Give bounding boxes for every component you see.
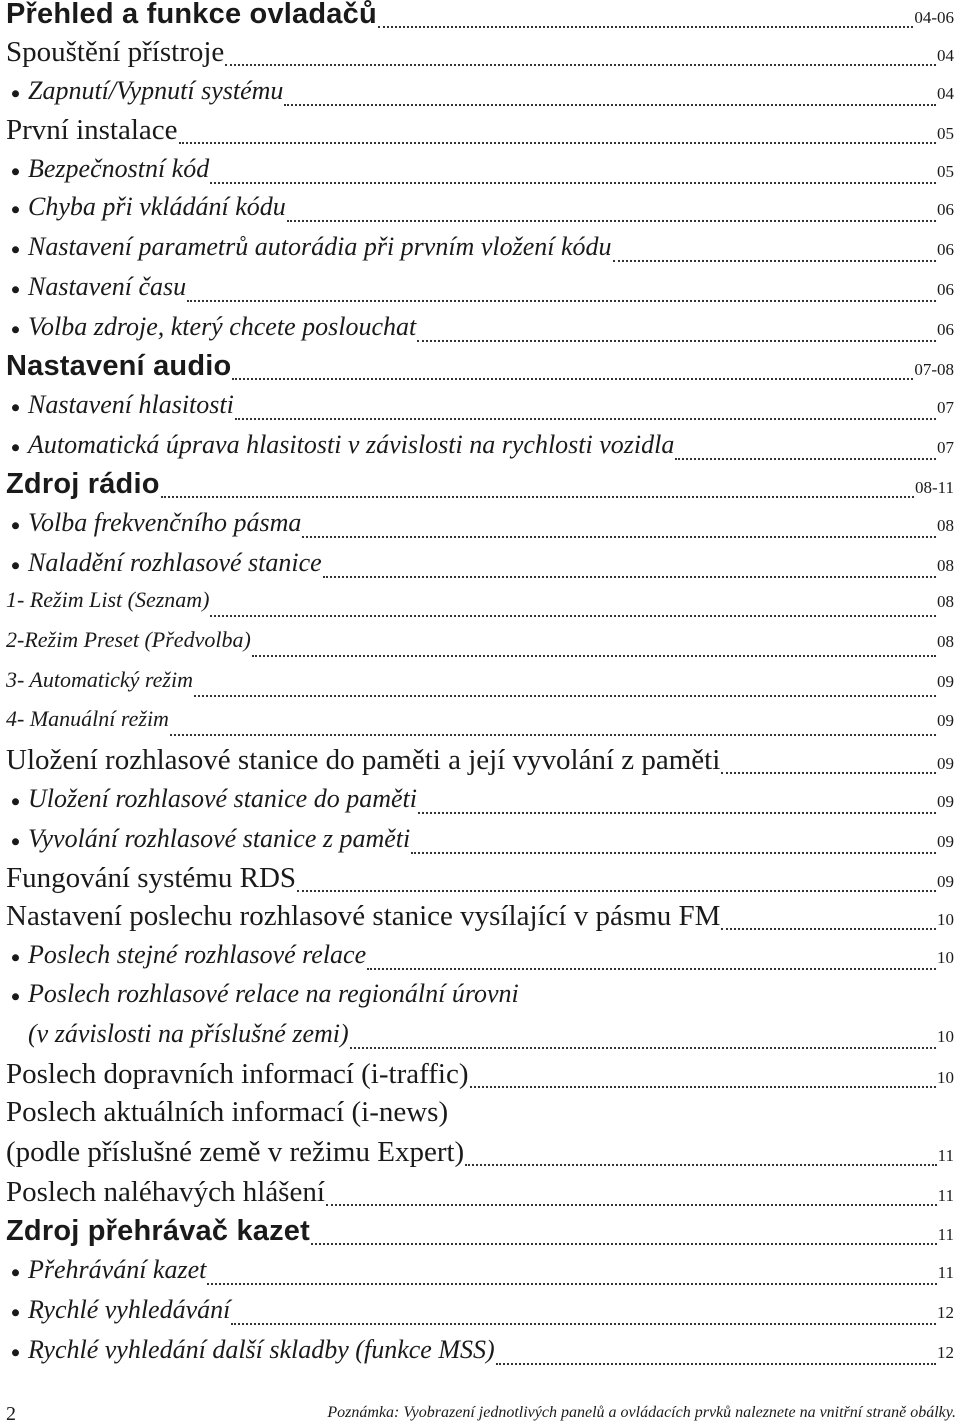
toc-entry-title: (podle příslušné země v režimu Expert) bbox=[6, 1136, 465, 1168]
toc-entry-title: Zdroj rádio bbox=[6, 468, 160, 500]
toc-entry-page: 11 bbox=[937, 1263, 954, 1282]
toc-entry[interactable] bbox=[6, 587, 954, 627]
toc-entry-page: 04-06 bbox=[914, 8, 954, 27]
toc-entry-page: 06 bbox=[937, 240, 954, 259]
toc-entry-title: 3- Automatický režim bbox=[6, 667, 193, 692]
dot-leader bbox=[326, 1204, 937, 1206]
toc-entry-page: 08 bbox=[937, 632, 954, 651]
toc-entry[interactable] bbox=[6, 1176, 954, 1216]
dot-leader bbox=[721, 928, 936, 930]
toc-entry-title: Naladění rozhlasové stanice bbox=[6, 548, 322, 578]
toc-entry-page: 08 bbox=[937, 516, 954, 535]
toc-entry[interactable] bbox=[6, 824, 954, 864]
toc-entry-title: Uložení rozhlasové stanice do paměti a její vyvolání z paměti bbox=[6, 744, 721, 776]
dot-leader bbox=[179, 142, 936, 144]
toc-entry-title: Nastavení času bbox=[6, 272, 186, 302]
toc-entry[interactable] bbox=[6, 1058, 954, 1098]
dot-leader bbox=[210, 182, 936, 184]
dot-leader bbox=[311, 1243, 937, 1245]
toc-entry-title: Fungování systému RDS bbox=[6, 862, 297, 894]
toc-entry-title: Poslech aktuálních informací (i-news) bbox=[6, 1096, 449, 1128]
toc-entry[interactable] bbox=[6, 1255, 954, 1295]
toc-entry-title: Nastavení audio bbox=[6, 350, 232, 382]
toc-entry-title: Vyvolání rozhlasové stanice z paměti bbox=[6, 824, 410, 854]
toc-entry[interactable] bbox=[6, 1295, 954, 1335]
toc-entry-page: 09 bbox=[937, 754, 954, 773]
toc-entry-page: 09 bbox=[937, 711, 954, 730]
dot-leader bbox=[284, 104, 936, 106]
dot-leader bbox=[350, 1047, 936, 1049]
toc-entry-page: 04 bbox=[937, 46, 954, 65]
toc-entry-title: Bezpečnostní kód bbox=[6, 154, 209, 184]
toc-entry-page: 06 bbox=[937, 200, 954, 219]
dot-leader bbox=[418, 812, 936, 814]
toc-entry-page: 04 bbox=[937, 84, 954, 103]
toc-entry-title: Rychlé vyhledání další skladby (funkce MSS) bbox=[6, 1335, 495, 1365]
toc-entry[interactable] bbox=[6, 390, 954, 430]
toc-entry-page: 06 bbox=[937, 280, 954, 299]
toc-entry[interactable] bbox=[6, 272, 954, 312]
toc-entry-title: Přehled a funkce ovladačů bbox=[6, 0, 377, 30]
dot-leader bbox=[613, 260, 936, 262]
toc-entry[interactable] bbox=[6, 508, 954, 548]
toc-entry-page: 10 bbox=[937, 948, 954, 967]
page-number: 2 bbox=[6, 1403, 16, 1425]
toc-entry[interactable] bbox=[6, 312, 954, 352]
toc-entry-title: Nastavení hlasitosti bbox=[6, 390, 234, 420]
toc-entry-title: Chyba při vkládání kódu bbox=[6, 192, 286, 222]
dot-leader bbox=[194, 695, 936, 697]
dot-leader bbox=[232, 378, 913, 380]
toc-entry-page: 10 bbox=[937, 1068, 954, 1087]
toc-entry-title: Automatická úprava hlasitosti v závislosti na rychlosti vozidla bbox=[6, 430, 674, 460]
toc-entry[interactable] bbox=[6, 1019, 954, 1059]
toc-entry-title: Poslech dopravních informací (i-traffic) bbox=[6, 1058, 469, 1090]
toc-entry-title: Poslech rozhlasové relace na regionální úrovni bbox=[6, 979, 519, 1009]
toc-entry-page: 12 bbox=[937, 1343, 954, 1362]
dot-leader bbox=[496, 1363, 936, 1365]
toc-entry-title: První instalace bbox=[6, 114, 178, 146]
toc-entry[interactable] bbox=[6, 192, 954, 232]
toc-entry[interactable] bbox=[6, 232, 954, 272]
toc-entry-page: 10 bbox=[937, 1027, 954, 1046]
toc-entry-page: 11 bbox=[937, 1146, 954, 1165]
toc-entry[interactable] bbox=[6, 76, 954, 116]
toc-entry-page: 05 bbox=[937, 162, 954, 181]
dot-leader bbox=[675, 458, 936, 460]
toc-entry-page: 11 bbox=[937, 1186, 954, 1205]
toc-entry[interactable] bbox=[6, 979, 954, 1019]
toc-entry-page: 08 bbox=[937, 556, 954, 575]
toc-entry-page: 09 bbox=[937, 872, 954, 891]
dot-leader bbox=[161, 496, 914, 498]
dot-leader bbox=[302, 536, 936, 538]
toc-entry[interactable] bbox=[6, 744, 954, 784]
toc-entry[interactable] bbox=[6, 1096, 954, 1136]
toc-entry[interactable] bbox=[6, 154, 954, 194]
toc-entry[interactable] bbox=[6, 468, 954, 508]
dot-leader bbox=[721, 772, 936, 774]
toc-entry-title: 4- Manuální režim bbox=[6, 706, 169, 731]
toc-entry-page: 07-08 bbox=[914, 360, 954, 379]
toc-entry-title: (v závislosti na příslušné zemi) bbox=[28, 1019, 349, 1048]
toc-entry[interactable] bbox=[6, 114, 954, 154]
dot-leader bbox=[231, 1323, 936, 1325]
toc-entry-title: Zdroj přehrávač kazet bbox=[6, 1215, 310, 1247]
toc-entry-title: 2-Režim Preset (Předvolba) bbox=[6, 627, 251, 652]
footer-note: Poznámka: Vyobrazení jednotlivých panelů a ovládacích prvků naleznete na vnitřní straně obálky. bbox=[327, 1404, 956, 1421]
dot-leader bbox=[207, 1283, 936, 1285]
dot-leader bbox=[323, 576, 936, 578]
dot-leader bbox=[297, 890, 936, 892]
toc-entry-title: Poslech stejné rozhlasové relace bbox=[6, 940, 366, 970]
dot-leader bbox=[367, 968, 936, 970]
toc-entry[interactable] bbox=[6, 1335, 954, 1375]
toc-entry-page: 07 bbox=[937, 438, 954, 457]
dot-leader bbox=[470, 1086, 937, 1088]
toc-entry-page: 11 bbox=[937, 1225, 954, 1244]
toc-entry-title: Volba frekvenčního pásma bbox=[6, 508, 301, 538]
toc-entry-title: Poslech naléhavých hlášení bbox=[6, 1176, 325, 1208]
dot-leader bbox=[235, 418, 936, 420]
toc-entry[interactable] bbox=[6, 0, 954, 38]
toc-entry[interactable] bbox=[6, 784, 954, 824]
toc-entry[interactable] bbox=[6, 862, 954, 902]
toc-entry-title: Přehrávání kazet bbox=[6, 1255, 206, 1285]
toc-entry-page: 12 bbox=[937, 1303, 954, 1322]
toc-entry-title: Zapnutí/Vypnutí systému bbox=[6, 76, 283, 106]
toc-entry-page: 05 bbox=[937, 124, 954, 143]
toc-entry-title: 1- Režim List (Seznam) bbox=[6, 587, 210, 612]
toc-entry-page: 08 bbox=[937, 592, 954, 611]
toc-entry-page: 08-11 bbox=[914, 478, 954, 497]
dot-leader bbox=[225, 64, 936, 66]
dot-leader bbox=[287, 220, 936, 222]
toc-entry[interactable] bbox=[6, 667, 954, 707]
toc-entry[interactable] bbox=[6, 350, 954, 390]
toc-entry-page: 09 bbox=[937, 832, 954, 851]
dot-leader bbox=[411, 852, 936, 854]
toc-entry-title: Uložení rozhlasové stanice do paměti bbox=[6, 784, 417, 814]
toc-entry[interactable] bbox=[6, 36, 954, 76]
toc-entry-page: 06 bbox=[937, 320, 954, 339]
toc-entry-page: 09 bbox=[937, 672, 954, 691]
toc-entry-title: Nastavení parametrů autorádia při prvním vložení kódu bbox=[6, 232, 612, 262]
toc-entry[interactable] bbox=[6, 706, 954, 746]
dot-leader bbox=[465, 1164, 936, 1166]
toc-entry[interactable] bbox=[6, 430, 954, 470]
dot-leader bbox=[378, 26, 913, 28]
toc-entry-title: Rychlé vyhledávání bbox=[6, 1295, 230, 1325]
dot-leader bbox=[210, 615, 936, 617]
dot-leader bbox=[417, 340, 936, 342]
toc-entry[interactable] bbox=[6, 940, 954, 980]
dot-leader bbox=[187, 300, 936, 302]
toc-entry-page: 09 bbox=[937, 792, 954, 811]
toc-entry[interactable] bbox=[6, 1136, 954, 1176]
toc-entry[interactable] bbox=[6, 548, 954, 588]
dot-leader bbox=[170, 734, 936, 736]
dot-leader bbox=[252, 655, 936, 657]
toc-entry-page: 07 bbox=[937, 398, 954, 417]
toc-entry[interactable] bbox=[6, 900, 954, 940]
toc-entry[interactable] bbox=[6, 1215, 954, 1255]
toc-entry-title: Spouštění přístroje bbox=[6, 36, 225, 68]
toc-entry[interactable] bbox=[6, 627, 954, 667]
toc-entry-page: 10 bbox=[937, 910, 954, 929]
toc-entry-title: Nastavení poslechu rozhlasové stanice vysílající v pásmu FM bbox=[6, 900, 721, 932]
toc-entry-title: Volba zdroje, který chcete poslouchat bbox=[6, 312, 416, 342]
